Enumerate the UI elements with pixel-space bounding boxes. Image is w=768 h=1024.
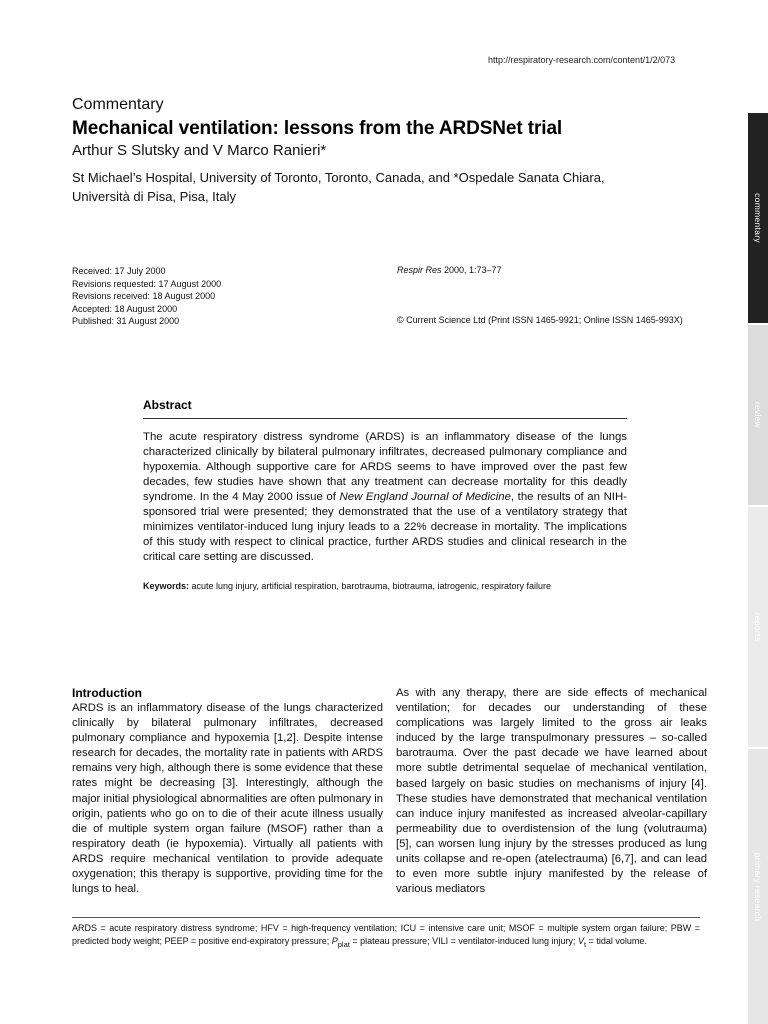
keywords-label: Keywords:	[143, 581, 190, 591]
body-column-right	[396, 686, 707, 897]
vt-symbol: V	[577, 936, 584, 946]
keywords-list: acute lung injury, artificial respiration, barotrauma, biotrauma, iatrogenic, respiratory failure	[189, 581, 552, 591]
history-revisions-requested: Revisions requested: 17 August 2000	[72, 278, 222, 289]
section-type: Commentary	[72, 96, 164, 113]
history-received: Received: 17 July 2000	[72, 266, 166, 276]
abstract-heading: Abstract	[143, 398, 192, 412]
history-revisions-received: Revisions received: 18 August 2000	[72, 291, 216, 301]
citation-journal: Respir Res	[397, 265, 442, 275]
introduction-paragraph: ARDS is an inflammatory disease of the lungs characterized clinically by bilateral pulmonary infiltrates, decreased pulmonary compliance and hypoxemia [1,2]. Despite intense research for decades, the mortality rate in patients with ARDS remains very high, although there is some evidence that these rates might be decreasing [3]. Interestingly, although the major initial physiological abnormalities are often pulmonary in origin, patients who go on to die of their acute illness usually die of multiple system organ failure (MSOF) rather than a respiratory death (ie hypoxemia). Virtually all patients with ARDS require mechanical ventilation to provide adequate oxygenation; this therapy is supportive, providing time for the lungs to heal.	[72, 702, 383, 896]
tab-primary-research-label: primary research	[753, 852, 763, 921]
footnote-divider	[72, 917, 700, 918]
tab-reports[interactable]	[748, 507, 768, 747]
footnote-part-3: = tidal volume.	[586, 936, 647, 946]
footnote-part-2: = plateau pressure; VILI = ventilator-induced lung injury;	[349, 936, 578, 946]
affiliation-line-2: Università di Pisa, Pisa, Italy	[72, 189, 237, 204]
history-accepted: Accepted: 18 August 2000	[72, 303, 178, 314]
affiliation-line-1: St Michael’s Hospital, University of Toronto, Toronto, Canada, and *Ospedale Sanata Chiara,	[72, 170, 605, 185]
abstract-text-part-1: The acute respiratory distress syndrome (ARDS) is an inflammatory disease of the lungs characterized clinically by bilateral pulmonary infiltrates, decreased pulmonary compliance and hypoxemia. Although supportive care for ARDS seems to have improved over the past few decades, few studies have shown that any treatment can decrease mortality for this deadly syndrome. In the 4 May 2000 issue of	[143, 431, 627, 503]
introduction-heading: Introduction	[72, 686, 142, 700]
tab-reports-label: reports	[753, 612, 763, 642]
authors: Arthur S Slutsky and V Marco Ranieri*	[72, 142, 327, 159]
body-paragraph: As with any therapy, there are side effects of mechanical ventilation; for decades our understanding of these complications was largely limited to the gross air leaks induced by the large transpulmonary pressures – so-called barotrauma. Over the past decade we have learned about more subtle detrimental sequelae of mechanical ventilation, based largely on basic studies on mechanisms of injury [4]. These studies have demonstrated that mechanical ventilation can induce injury manifested as increased alveolar-capillary permeability due to overdistension of the lung (volutrauma) [5], can worsen lung injury by the stresses produced as lung units collapse and re-open (atelectrauma) [6,7], and can lead to even more subtle injury manifested by the release of various mediators	[396, 687, 707, 896]
vt-subscript: t	[584, 939, 587, 949]
article-title: Mechanical ventilation: lessons from the ARDSNet trial	[72, 118, 563, 139]
copyright: © Current Science Ltd (Print ISSN 1465-9921; Online ISSN 1465-993X)	[397, 315, 683, 325]
affiliation	[72, 168, 672, 206]
tab-review-label: review	[753, 401, 763, 429]
abstract-text-part-2: , the results of an NIH-sponsored trial were presented; they demonstrated that the use of a ventilatory strategy that minimizes ventilator-induced lung injury leads to a 22% decrease in mortality. The implications of this study with respect to clinical practice, further ARDS studies and clinical research in the critical care setting are discussed.	[143, 491, 627, 563]
article-url[interactable]: http://respiratory-research.com/content/1/2/073	[488, 55, 676, 65]
tab-commentary[interactable]	[748, 113, 768, 323]
abstract-journal-reference: New England Journal of Medicine	[339, 491, 511, 503]
abstract-divider	[143, 418, 627, 419]
pplat-subscript: plat	[337, 939, 350, 949]
pplat-symbol: P	[331, 936, 338, 946]
history-published: Published: 31 August 2000	[72, 316, 180, 326]
footnote-part-1: ARDS = acute respiratory distress syndrome; HFV = high-frequency ventilation; ICU = intensive care unit; MSOF = multiple system organ failure; PBW = predicted body weight; PEEP = positive end-expiratory pressure;	[72, 923, 700, 946]
tab-commentary-label: commentary	[753, 193, 763, 243]
abstract-text	[143, 430, 627, 565]
citation	[397, 265, 502, 275]
body-column-left	[72, 686, 383, 897]
tab-review[interactable]	[748, 325, 768, 505]
abbreviations-footnote	[72, 922, 700, 951]
keywords	[143, 581, 627, 591]
citation-details: 2000, 1:73–77	[441, 265, 502, 275]
tab-primary-research[interactable]	[748, 749, 768, 1024]
article-history	[72, 265, 221, 328]
